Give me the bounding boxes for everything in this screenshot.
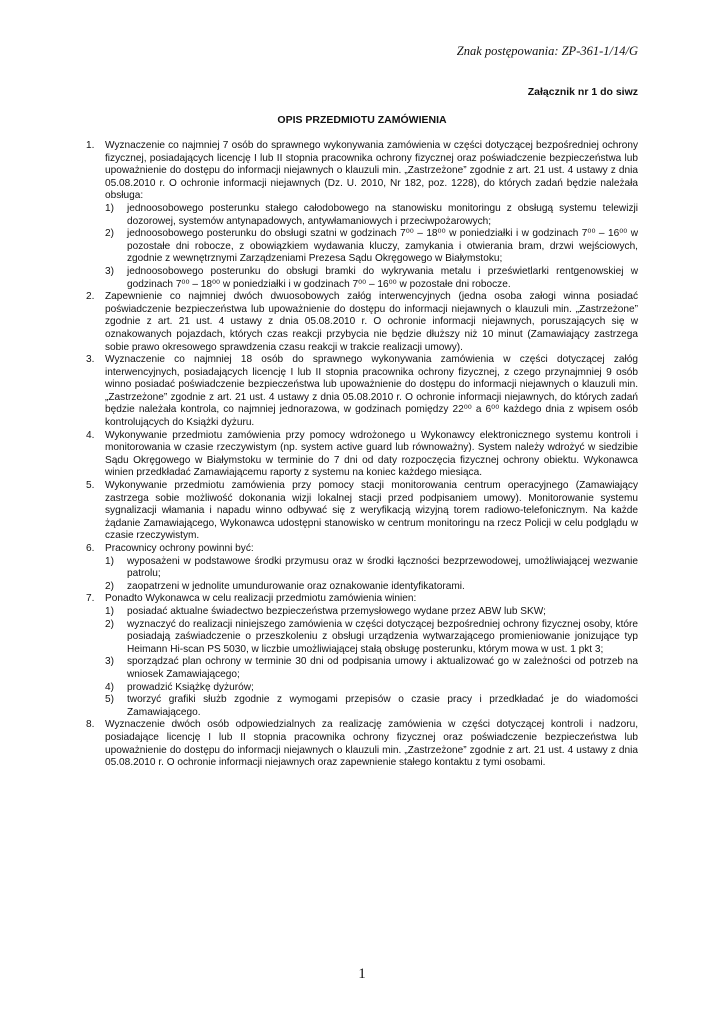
item-number: 7. [86, 593, 95, 605]
sub-item [86, 228, 638, 266]
sub-item-number: 3) [105, 656, 114, 668]
case-reference: Znak postępowania: ZP-361-1/14/G [456, 44, 638, 58]
item-text: Ponadto Wykonawca w celu realizacji przedmiotu zamówienia winien: [105, 593, 417, 605]
sub-item-number: 1) [105, 202, 114, 214]
sub-item [86, 682, 638, 695]
requirements-list [86, 140, 638, 770]
sub-item-text: prowadzić Książkę dyżurów; [127, 681, 254, 693]
sub-item-text: tworzyć grafiki służb zgodnie z wymogami przepisów o czasie pracy i przedkładać je do wiadomości Zamawiającego. [127, 694, 638, 718]
sub-item-text: sporządzać plan ochrony w terminie 30 dni od podpisania umowy i aktualizować go w zależności od potrzeb na wniosek Zamawiającego; [127, 656, 638, 680]
sub-item-text: jednoosobowego posterunku do obsługi szatni w godzinach 7⁰⁰ – 18⁰⁰ w poniedziałki i w godzinach 7⁰⁰ – 16⁰⁰ w pozostałe dni robocze, z obowiązkiem wydawania kluczy, zamykania i otwierania bram, drzwi wejściowych, zgodnie z wewnętrznymi Zarządzeniami Prezesa Sądu Okręgowego w Białymstoku; [127, 228, 638, 265]
sub-item [86, 619, 638, 657]
item-number: 1. [86, 140, 95, 151]
sub-item [86, 694, 638, 719]
item-text: Pracownicy ochrony powinni być: [105, 543, 254, 554]
sub-item [86, 581, 638, 594]
document-title: OPIS PRZEDMIOTU ZAMÓWIENIA [277, 114, 447, 126]
item-text: Zapewnienie co najmniej dwóch dwuosobowych załóg interwencyjnych (jedna osoba załogi winna posiadać poświadczenie bezpieczeństwa lub upoważnienie do dostępu do informacji niejawnych o klauzuli min. „Zastrzeżone” zgodnie z art. 21 ust. 4 ustawy z dnia 05.08.2010 r. O ochronie informacji niejawnych, poruszających się w oznakowanych pojazdach, których czas reakcji przybycia nie będzie dłuższy niż 10 minut (Zamawiający zastrzega sobie prawo okresowego sprawdzenia czasu reakcji w trakcie realizacji umowy). [105, 291, 638, 353]
sub-item-number: 3) [105, 265, 114, 277]
item-number: 6. [86, 543, 95, 554]
page-number: 1 [358, 966, 366, 982]
sub-item-number: 2) [105, 618, 114, 630]
sub-item-text: wyposażeni w podstawowe środki przymusu oraz w środki łączności bezprzewodowej, umożliwiającej wezwanie patrolu; [127, 555, 638, 580]
sub-item [86, 606, 638, 619]
sub-item-number: 1) [105, 605, 114, 617]
item-text: Wyznaczenie dwóch osób odpowiedzialnych za realizację zamówienia w części dotyczącej kontroli i nadzoru, posiadające licencję I lub II stopnia pracownika ochrony fizycznej oraz poświadczenie bezpieczeństwa lub upoważnienie do dostępu do informacji niejawnych o klauzuli min. „Zastrzeżone” zgodnie z art. 21 ust. 4 ustawy z dnia 05.08.2010 r. O ochronie informacji niejawnych oraz zapewnienie stałego kontaktu z tymi osobami. [105, 719, 638, 769]
sub-item [86, 266, 638, 291]
sub-item-number: 4) [105, 681, 114, 693]
item-text: Wykonywanie przedmiotu zamówienia przy pomocy stacji monitorowania centrum operacyjnego (Zamawiający zastrzega sobie możliwość dokonania wizji lokalnej stacji przed podpisaniem umowy). Monitorowanie systemu sygnalizacji włamania i napadu winno odbywać się z weryfikacją wizyjną torem radiowo-telefonicznym. Na każde żądanie Zamawiającego, Wykonawca udostępni stanowisko w centrum monitoringu na rzecz Policji w celu podglądu w czasie rzeczywistym. [105, 480, 638, 542]
item-number: 8. [86, 719, 95, 731]
item-number: 5. [86, 480, 95, 492]
sub-item-text: wyznaczyć do realizacji niniejszego zamówienia w części dotyczącej bezpośredniej ochrony fizycznej osoby, które posiadają zaświadczenie o przeszkoleniu z obsługi urządzenia wytwarzającego promieniowanie jonizujące typ Heimann Hi-scan PS 5030, w liczbie umożliwiającej stałą obsługę posterunku, którym mowa w ust. 1 pkt 3; [127, 618, 638, 655]
list-item [86, 291, 638, 354]
sub-item [86, 656, 638, 681]
item-number: 4. [86, 429, 95, 441]
item-text: Wyznaczenie co najmniej 18 osób do sprawnego wykonywania zamówienia w części dotyczącej załóg interwencyjnych, posiadających licencję I lub II stopnia pracownika ochrony fizycznej, z czego przynajmniej 9 osób winno posiadać poświadczenie bezpieczeństwa lub upoważnienie do dostępu do informacji niejawnych o klauzuli min. „Zastrzeżone” zgodnie z art. 21 ust. 4 ustawy z dnia 05.08.2010 r. O ochronie informacji niejawnych, do których zadań będzie należała kontrola, co najmniej jednorazowa, w godzinach pomiędzy 22⁰⁰ a 6⁰⁰ każdego dnia z wpisem osób kontrolujących do Książki dyżuru. [105, 354, 638, 429]
annex-label: Załącznik nr 1 do siwz [527, 86, 638, 98]
list-item [86, 480, 638, 543]
sub-item-text: jednoosobowego posterunku do obsługi bramki do wykrywania metalu i prześwietlarki rentgenowskiej w godzinach 7⁰⁰ – 18⁰⁰ w poniedziałki i w godzinach 7⁰⁰ – 16⁰⁰ w pozostałe dni robocze. [127, 265, 638, 290]
list-item [86, 719, 638, 769]
sub-item [86, 556, 638, 581]
item-text: Wyznaczenie co najmniej 7 osób do sprawnego wykonywania zamówienia w części dotyczącej bezpośredniej ochrony fizycznej, posiadających licencję I lub II stopnia pracownika ochrony fizycznej oraz poświadczenie bezpieczeństwa lub upoważnienie do dostępu do informacji niejawnych o klauzuli min. „Zastrzeżone” zgodnie z art. 21 ust. 4 ustawy z dnia 05.08.2010 r. O ochronie informacji niejawnych (Dz. U. 2010, Nr 182, poz. 1228), do których zadań będzie należała obsługa: [105, 140, 638, 202]
sub-item-number: 2) [105, 228, 114, 240]
list-item [86, 543, 638, 556]
item-number: 2. [86, 291, 95, 303]
list-item [86, 593, 638, 606]
item-text: Wykonywanie przedmiotu zamówienia przy pomocy wdrożonego u Wykonawcy elektronicznego systemu kontroli i monitorowania w czasie rzeczywistym (np. system active guard lub równoważny). System należy wdrożyć w siedzibie Sądu Okręgowego w Białymstoku w terminie do 7 dni od daty rozpoczęcia fizycznej ochrony obiektu. Wykonawca winien przedkładać Zamawiającemu raporty z systemu na koniec każdego miesiąca. [105, 429, 638, 479]
item-number: 3. [86, 354, 95, 366]
sub-item-number: 1) [105, 555, 114, 567]
sub-item-number: 2) [105, 580, 114, 592]
list-item [86, 354, 638, 430]
sub-item-number: 5) [105, 694, 114, 706]
list-item [86, 140, 638, 203]
sub-item-text: zaopatrzeni w jednolite umundurowanie oraz oznakowanie identyfikatorami. [127, 580, 465, 592]
list-item [86, 430, 638, 480]
sub-item-text: posiadać aktualne świadectwo bezpieczeństwa przemysłowego wydane przez ABW lub SKW; [127, 605, 546, 617]
sub-item [86, 203, 638, 228]
sub-item-text: jednoosobowego posterunku stałego całodobowego na stanowisku monitoringu z obsługą systemu telewizji dozorowej, systemów antynapadowych, antywłamaniowych i przeciwpożarowych; [127, 202, 638, 227]
